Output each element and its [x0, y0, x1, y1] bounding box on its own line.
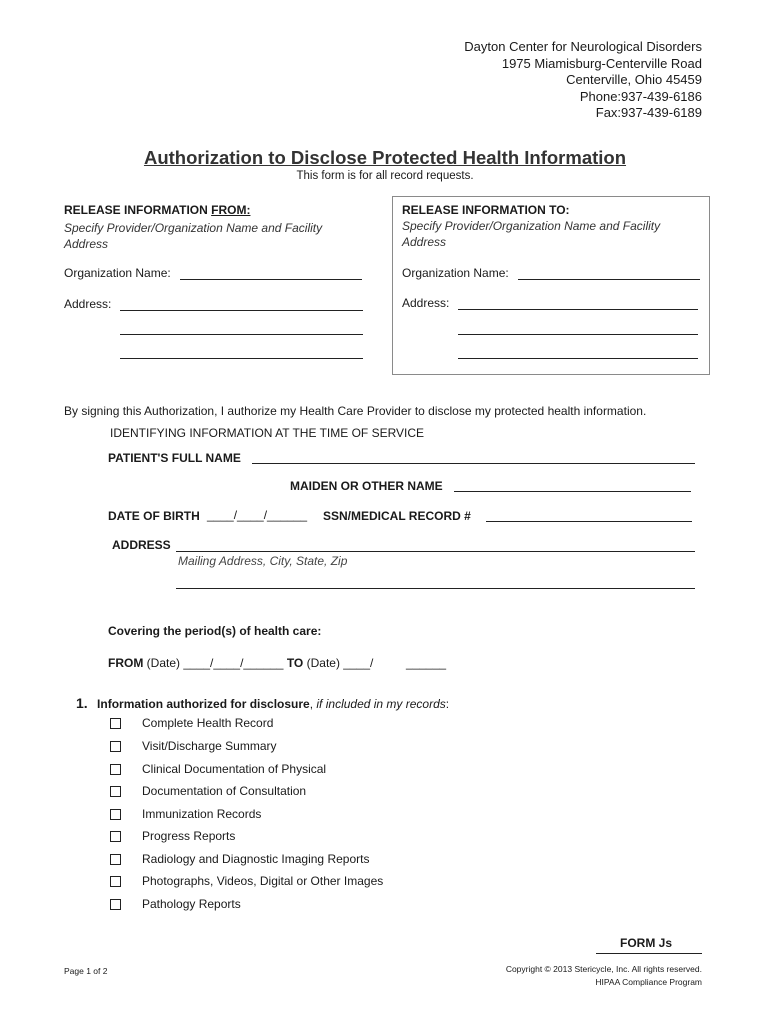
- facility-address-block: [464, 39, 702, 122]
- from-label: FROM: [108, 656, 144, 670]
- release-from-address-field-2[interactable]: [120, 334, 363, 335]
- release-from-heading: RELEASE INFORMATION FROM:: [64, 203, 251, 217]
- to-date-field[interactable]: ____/: [343, 656, 374, 670]
- checkbox-pathology-reports[interactable]: [110, 899, 121, 910]
- dob-label: DATE OF BIRTH: [108, 509, 200, 523]
- checkbox-complete-health-record[interactable]: [110, 718, 121, 729]
- maiden-name-label: MAIDEN OR OTHER NAME: [290, 479, 443, 493]
- checkbox-label: Pathology Reports: [142, 897, 241, 911]
- checkbox-photographs-videos[interactable]: [110, 876, 121, 887]
- release-from-address-field-3[interactable]: [120, 358, 363, 359]
- facility-city: Centerville, Ohio 45459: [566, 72, 702, 87]
- release-to-address-field-2[interactable]: [458, 334, 698, 335]
- checkbox-radiology-reports[interactable]: [110, 854, 121, 865]
- section1-number: 1.: [76, 695, 88, 711]
- page-number: Page 1 of 2: [64, 966, 108, 976]
- period-row: [108, 656, 446, 670]
- compliance-program: HIPAA Compliance Program: [595, 977, 702, 987]
- checkbox-label: Photographs, Videos, Digital or Other Images: [142, 874, 384, 888]
- facility-phone: Phone:937-439-6186: [579, 88, 702, 104]
- checkbox-label: Progress Reports: [142, 829, 236, 843]
- copyright-notice: Copyright © 2013 Stericycle, Inc. All rights reserved.: [505, 964, 702, 974]
- from-date-field[interactable]: ____/____/______: [183, 656, 284, 670]
- form-subtitle: This form is for all record requests.: [296, 170, 474, 182]
- ssn-field[interactable]: [486, 521, 692, 522]
- form-title: Authorization to Disclose Protected Health Information: [143, 147, 627, 168]
- release-from-org-label: Organization Name:: [64, 266, 171, 280]
- patient-address-hint: Mailing Address, City, State, Zip: [178, 554, 348, 568]
- facility-name: Dayton Center for Neurological Disorders: [464, 39, 702, 54]
- release-to-org-field[interactable]: [518, 279, 700, 280]
- checkbox-progress-reports[interactable]: [110, 831, 121, 842]
- checkbox-visit-discharge-summary[interactable]: [110, 741, 121, 752]
- authorization-statement: By signing this Authorization, I authorize my Health Care Provider to disclose my protected health information.: [64, 404, 647, 418]
- checkbox-documentation-consultation[interactable]: [110, 786, 121, 797]
- from-date-label: (Date): [146, 656, 181, 670]
- release-to-instructions: Specify Provider/Organization Name and Facility Address: [402, 219, 661, 249]
- facility-fax: Fax:937-439-6189: [595, 105, 702, 120]
- checkbox-label: Documentation of Consultation: [142, 784, 307, 798]
- checkbox-label: Visit/Discharge Summary: [142, 739, 277, 753]
- release-to-address-field-1[interactable]: [458, 309, 698, 310]
- maiden-name-field[interactable]: [454, 491, 691, 492]
- facility-street: 1975 Miamisburg-Centerville Road: [501, 55, 702, 71]
- patient-address-label: ADDRESS: [112, 538, 171, 552]
- release-to-address-label: Address:: [402, 296, 450, 310]
- release-from-org-field[interactable]: [180, 279, 362, 280]
- release-to-heading: RELEASE INFORMATION TO:: [402, 203, 570, 217]
- period-heading: Covering the period(s) of health care:: [108, 624, 322, 638]
- to-label: TO: [286, 656, 304, 670]
- ssn-label: SSN/MEDICAL RECORD #: [323, 509, 471, 523]
- patient-address-field-2[interactable]: [176, 588, 695, 589]
- checkbox-clinical-documentation[interactable]: [110, 764, 121, 775]
- patient-name-label: PATIENT'S FULL NAME: [108, 451, 241, 465]
- dob-field[interactable]: ____/____/______: [207, 508, 308, 522]
- form-id-underline: [596, 953, 702, 954]
- release-from-address-label: Address:: [64, 297, 112, 311]
- release-to-org-label: Organization Name:: [402, 266, 509, 280]
- release-to-address-field-3[interactable]: [458, 358, 698, 359]
- form-id: FORM Js: [620, 936, 673, 950]
- section1-heading: 1. Information authorized for disclosure, if included in my records:: [76, 695, 450, 711]
- checkbox-label: Immunization Records: [142, 807, 262, 821]
- patient-address-field-1[interactable]: [176, 551, 695, 552]
- release-from-address-field-1[interactable]: [120, 310, 363, 311]
- to-date-label: (Date): [306, 656, 340, 670]
- checkbox-immunization-records[interactable]: [110, 809, 121, 820]
- checkbox-label: Complete Health Record: [142, 716, 274, 730]
- identifying-heading: IDENTIFYING INFORMATION AT THE TIME OF SERVICE: [110, 426, 425, 440]
- checkbox-label: Radiology and Diagnostic Imaging Reports: [142, 852, 370, 866]
- patient-name-field[interactable]: [252, 463, 695, 464]
- release-from-instructions: Specify Provider/Organization Name and Facility Address: [64, 221, 323, 251]
- to-date-field-2[interactable]: ______: [406, 656, 447, 670]
- checkbox-label: Clinical Documentation of Physical: [142, 762, 327, 776]
